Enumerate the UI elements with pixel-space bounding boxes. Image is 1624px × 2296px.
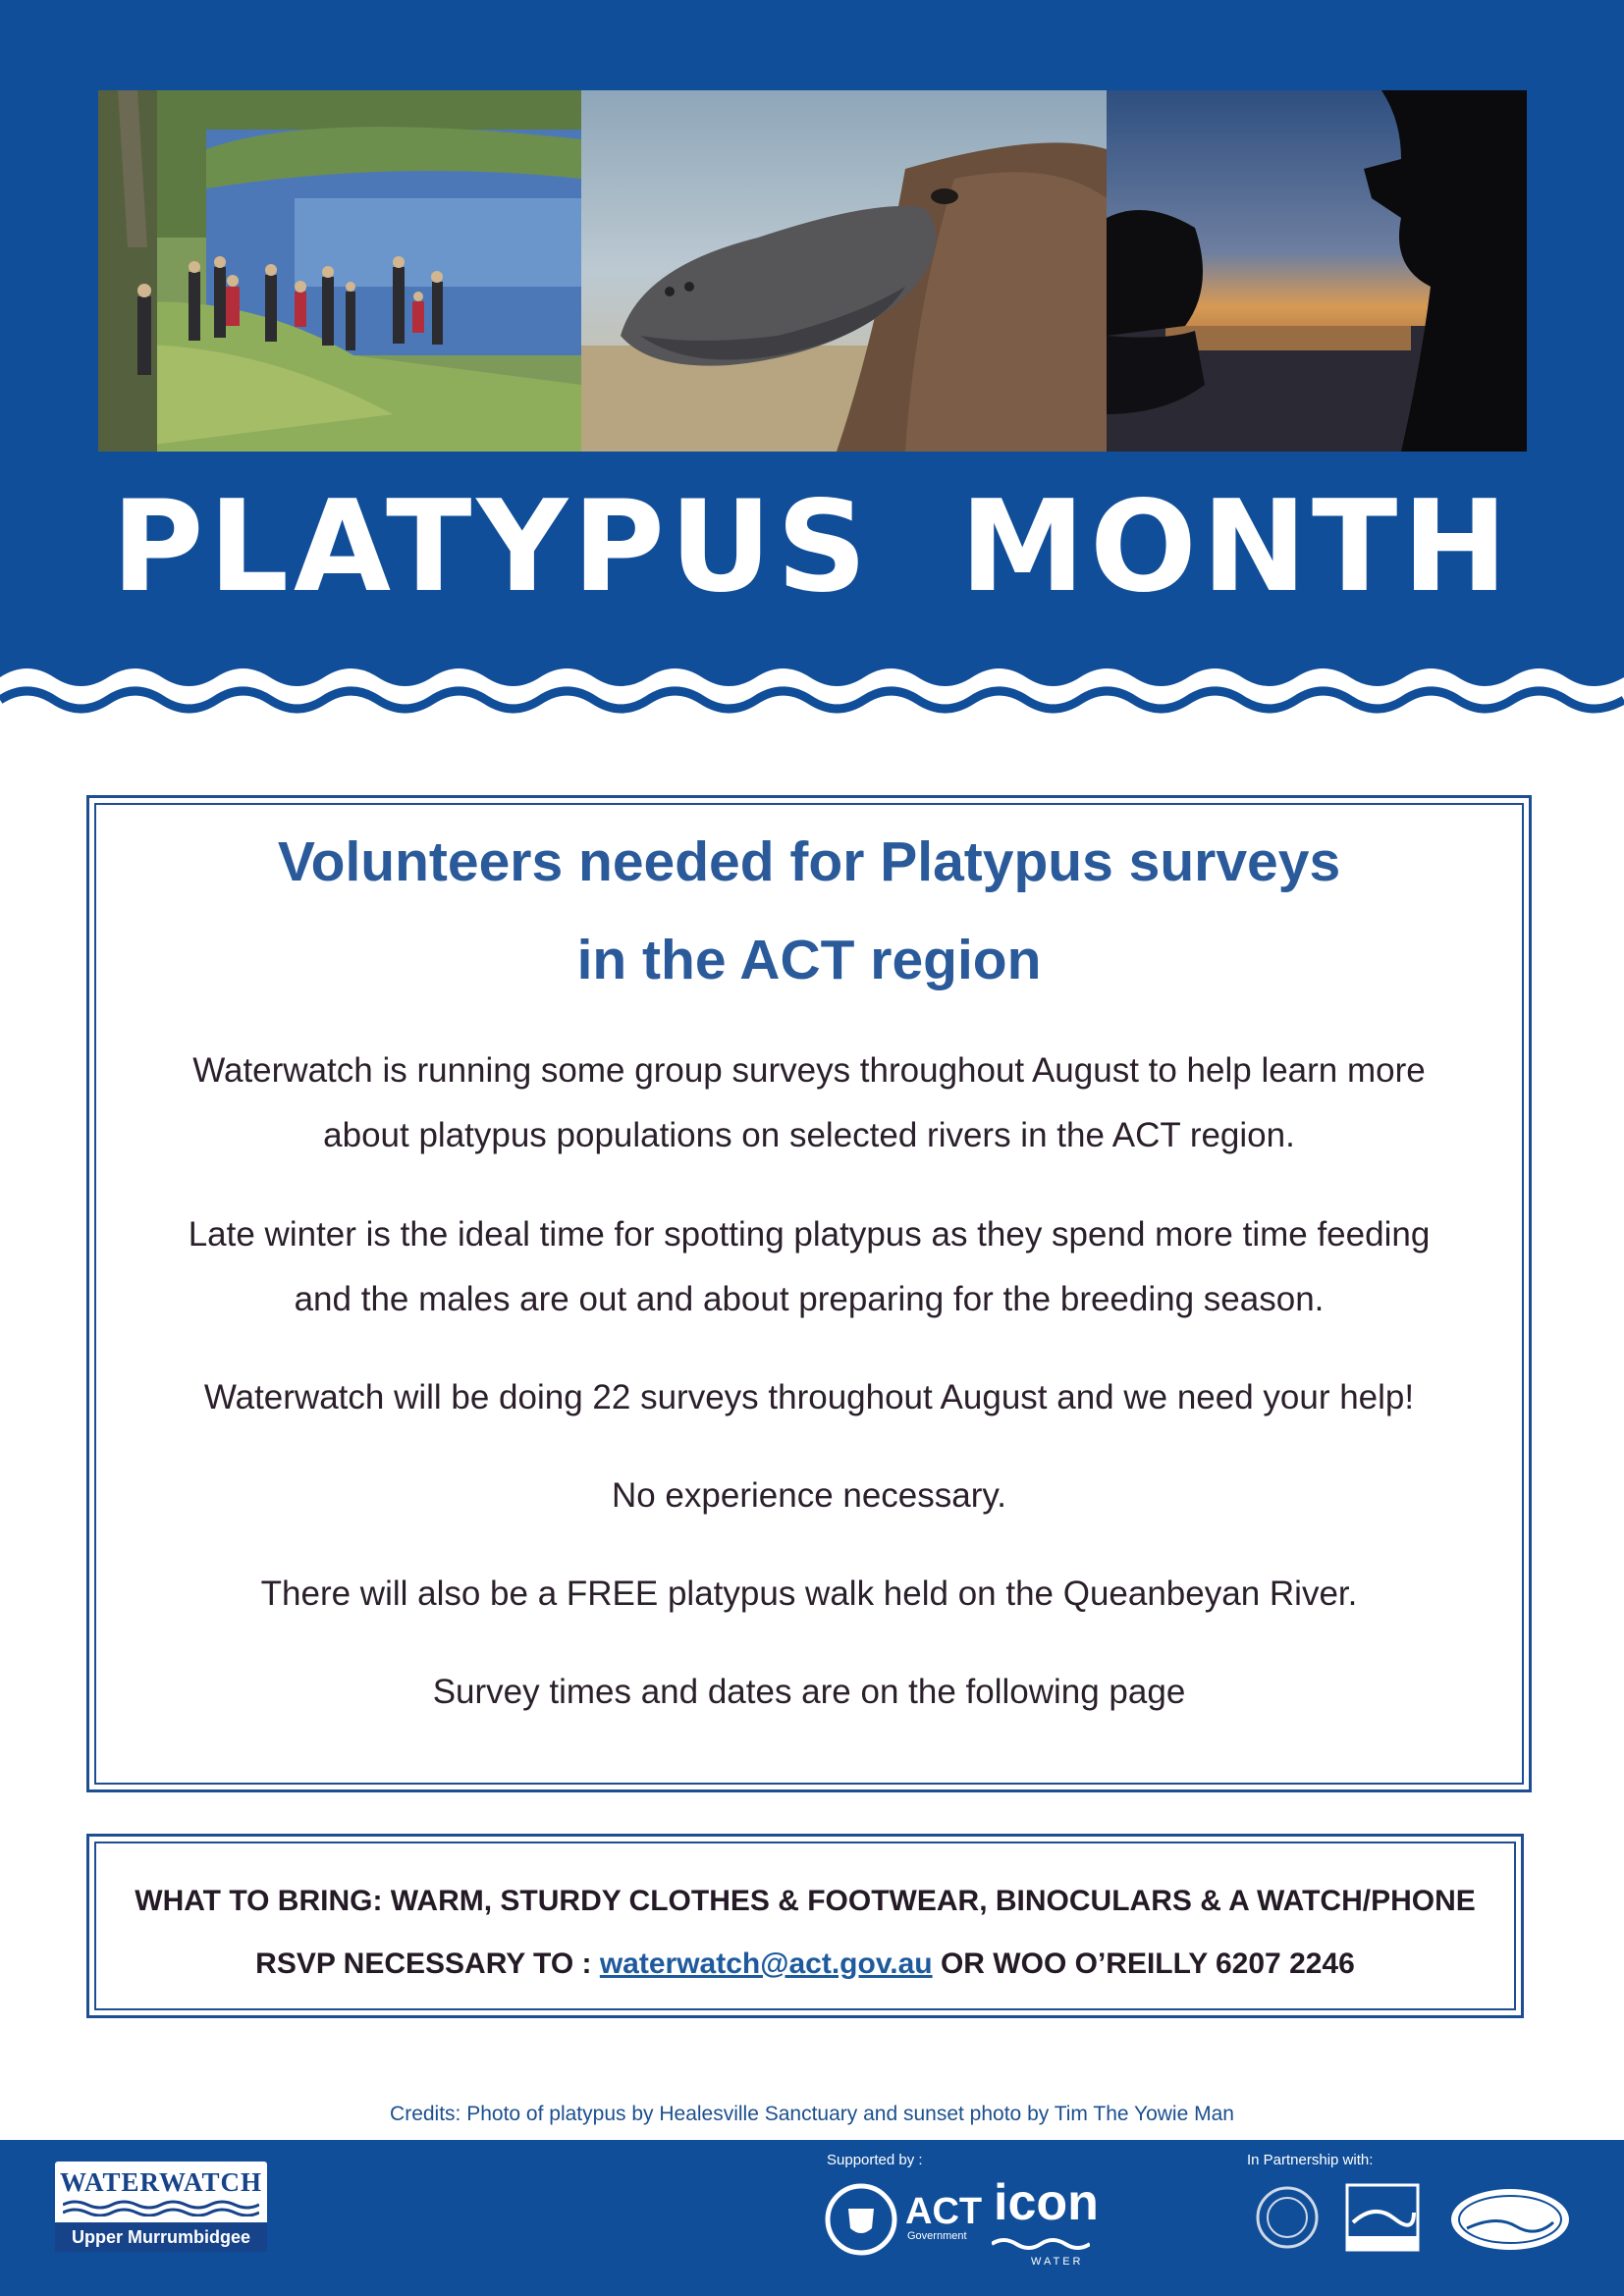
- photo-strip: [98, 90, 1527, 452]
- act-government-text: Government: [907, 2230, 967, 2242]
- experience-paragraph: No experience necessary.: [611, 1476, 1007, 1515]
- act-logo-text: ACT: [905, 2191, 983, 2232]
- rsvp-line: [89, 1945, 1521, 1984]
- waterwatch-logo-title: WATERWATCH: [59, 2167, 263, 2197]
- surveys-paragraph: Waterwatch will be doing 22 surveys throughout August and we need your help!: [203, 1378, 1415, 1416]
- walk-paragraph: There will also be a FREE platypus walk held on the Queanbeyan River.: [260, 1575, 1358, 1613]
- page-title: PLATYPUS MONTH: [111, 474, 1513, 620]
- rsvp-contact: OR WOO O’REILLY 6207 2246: [932, 1948, 1355, 1980]
- partnership-label: In Partnership with:: [1247, 2152, 1374, 2168]
- info-box: [86, 795, 1532, 1792]
- act-crest-icon: [825, 2183, 897, 2256]
- intro-paragraph-line-1: Waterwatch is running some group surveys throughout August to help learn more: [192, 1051, 1426, 1090]
- wave-divider: [0, 648, 1624, 717]
- winter-paragraph-line-1: Late winter is the ideal time for spotting platypus as they spend more time feeding: [188, 1215, 1431, 1254]
- volunteers-river-photo: [98, 90, 581, 452]
- supported-by-label: Supported by :: [827, 2152, 923, 2168]
- waterwatch-waves-icon: [63, 2199, 259, 2216]
- icon-water-waves-icon: [992, 2234, 1090, 2254]
- platypus-closeup-photo: [581, 90, 1107, 452]
- intro-paragraph-line-2: about platypus populations on selected rivers in the ACT region.: [323, 1116, 1295, 1154]
- schedule-paragraph: Survey times and dates are on the following page: [432, 1673, 1186, 1711]
- catchment-group-partner-logo-icon: [1447, 2185, 1573, 2254]
- sunset-binoculars-photo: [1107, 90, 1527, 452]
- photo-credits: Credits: Photo of platypus by Healesville Sanctuary and sunset photo by Tim The Yowie Man: [390, 2103, 1234, 2125]
- southern-act-partner-logo-icon: [1345, 2183, 1420, 2252]
- what-to-bring-line: WHAT TO BRING: WARM, STURDY CLOTHES & FOOTWEAR, BINOCULARS & A WATCH/PHONE: [135, 1885, 1476, 1917]
- waterwatch-logo: [55, 2162, 267, 2252]
- molonglo-partner-logo-icon: [1253, 2183, 1322, 2252]
- waterwatch-logo-subtitle: Upper Murrumbidgee: [55, 2222, 267, 2252]
- winter-paragraph-line-2: and the males are out and about preparing for the breeding season.: [294, 1280, 1325, 1318]
- heading-line-2: in the ACT region: [576, 929, 1042, 991]
- icon-water-logo-text: icon: [994, 2174, 1099, 2231]
- rsvp-email-link[interactable]: waterwatch@act.gov.au: [599, 1948, 933, 1980]
- what-to-bring-inner-border: [94, 1842, 1516, 2010]
- rsvp-prefix: RSVP NECESSARY TO :: [255, 1948, 600, 1980]
- footer-bar: [0, 2140, 1624, 2296]
- header-banner: [0, 0, 1624, 717]
- what-to-bring-box: [86, 1834, 1524, 2018]
- heading-line-1: Volunteers needed for Platypus surveys: [277, 830, 1341, 893]
- icon-water-subtext: WATER: [1031, 2256, 1084, 2268]
